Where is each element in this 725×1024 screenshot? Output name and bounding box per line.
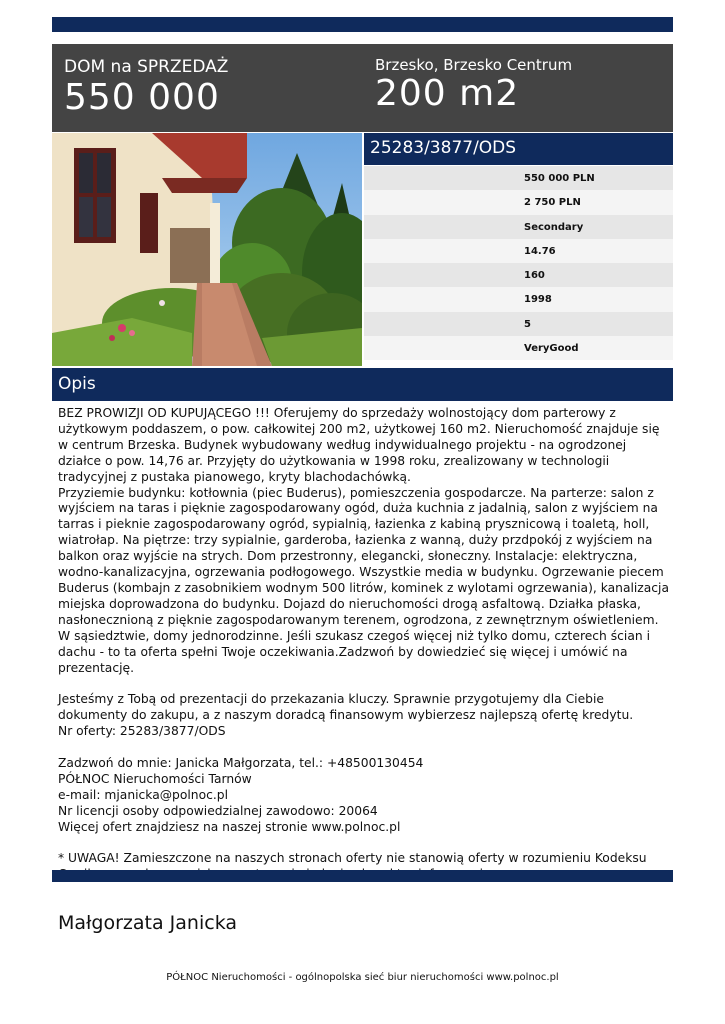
bottom-accent-bar <box>52 870 673 882</box>
property-photo <box>52 133 362 366</box>
property-price: 550 000 <box>64 77 220 118</box>
param-value: 2 750 PLN <box>524 197 581 209</box>
param-value: 1998 <box>524 294 552 306</box>
offer-reference-bar <box>364 133 673 165</box>
param-row <box>364 312 673 336</box>
description-section-header <box>52 368 673 401</box>
param-value: VeryGood <box>524 343 579 355</box>
offer-reference: 25283/3877/ODS <box>370 138 517 158</box>
param-value: 14.76 <box>524 245 556 257</box>
top-accent-bar <box>52 17 673 32</box>
param-row <box>364 263 673 287</box>
param-row <box>364 287 673 311</box>
page-footer: PÓŁNOC Nieruchomości - ogólnopolska sieć biur nieruchomości www.polnoc.pl <box>166 972 559 983</box>
property-area: 200 m2 <box>375 73 520 114</box>
offer-description: BEZ PROWIZJI OD KUPUJĄCEGO !!! Oferujemy do sprzedaży wolnostojący dom parterowy z użytkowym poddaszem, o pow. całkowitej 200 m2, użytkowej 160 m2. Nieruchomość znajduje się w centrum Brzeska. Budynek wybudowany według indywidualnego projektu - na ogrodzonej działce o pow. 14,76 ar. Przyjęty do użytkowania w 1998 roku, zrealizowany w technologii tradycyjnej z pustaka pianowego, kryty blachodachówką. Przyziemie budynku: kotłownia (piec Buderus), pomieszczenia gospodarcze. Na parterze: salon z wyjściem na taras i pięknie zagospodarowany ogód, duża kuchnia z jadalnią, salon z wyjściem na tarras i pieknie zagospodarowany ogród, sypialnią, łazienka z kabiną prysznicową i toaletą, holl, wiatrołap. Na piętrze: trzy sypialnie, garderoba, łazienka z wanną, duży przdpokój z wyjściem na balkon oraz wyjście na strych. Dom przestronny, elegancki, słoneczny. Instalacje: elektryczna, wodno-kanalizacyjna, ogrzewania podłogowego. Wszystkie media w budynku. Ogrzewanie piecem Buderus (kombajn z zasobnikiem wodnym 500 litrów, kominek z wylotami ogrzewania), kanalizacja miejska doprowadzona do budynku. Dojazd do nieruchomości drogą asfaltową. Działka płaska, nasłonecznioną z pięknie zagospodarowanym terenem, ogrodzona, z zewnętrznym oświetleniem. W sąsiedztwie, domy jednorodzinne. Jeśli szukasz czegoś więcej niż tylko domu, czterech ścian i dachu - to ta oferta spełni Twoje oczekiwania.Zadzwoń by dowiedzieć się więcej i umówić na prezentację. Jesteśmy z Tobą od prezentacji do przekazania kluczy. Sprawnie przygotujemy dla Ciebie dokumenty do zakupu, a z naszym doradcą finansowym wybierzesz najlepszą ofertę kredytu. Nr oferty: 25283/3877/ODS Zadzwoń do mnie: Janicka Małgorzata, tel.: +48500130454 PÓŁNOC Nieruchomości Tarnów e-mail: mjanicka@polnoc.pl Nr licencji osoby odpowiedzialnej zawodowo: 20064 Więcej ofert znajdziesz na naszej stronie www.polnoc.pl * UWAGA! Zamieszczone na naszych stronach oferty nie stanowią oferty w rozumieniu Kodeksu <box>58 406 670 866</box>
property-location: Brzesko, Brzesko Centrum <box>375 56 573 74</box>
agent-name: Małgorzata Janicka <box>58 912 238 934</box>
param-value: 160 <box>524 270 545 282</box>
property-type: DOM na SPRZEDAŻ <box>64 57 229 77</box>
offer-params-table <box>364 166 673 360</box>
param-row <box>364 336 673 360</box>
param-row <box>364 215 673 239</box>
param-row <box>364 166 673 190</box>
param-value: 550 000 PLN <box>524 173 595 184</box>
param-value: Secondary <box>524 221 584 233</box>
param-row <box>364 190 673 214</box>
param-row <box>364 239 673 263</box>
offer-header <box>52 44 673 132</box>
section-title: Opis <box>58 374 96 394</box>
param-value: 5 <box>524 318 531 330</box>
